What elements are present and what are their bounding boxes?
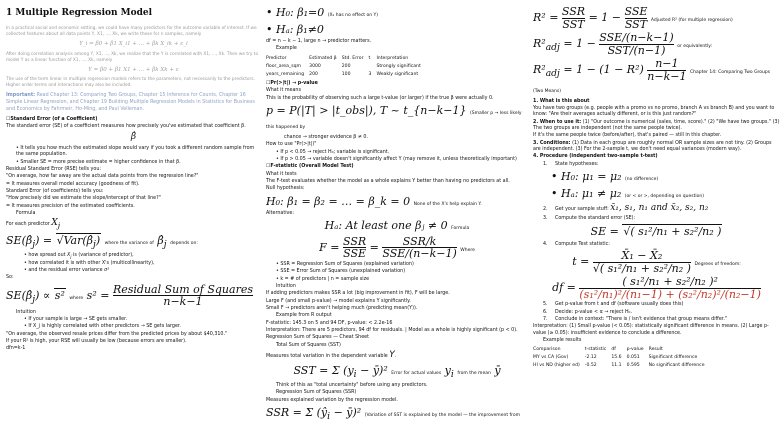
f-int-2: Large F (and small p-value) → model explains Y significantly. — [266, 298, 411, 304]
depends-item-3: • and the residual error variance σ² — [6, 268, 261, 274]
step-2: 2. Get your sample stuff: x̄₁, s₁, n₁ and x̄₂, s₂, n₂ — [543, 203, 709, 214]
f-def-2: • SSE = Error Sum of Squares (unexplained variation) — [266, 269, 528, 275]
checkbox-icon: ☐ — [6, 116, 11, 122]
how-to-use: How to use "Pr(>|t|)" — [266, 142, 317, 148]
se-formula: $SE(\betâ_j)$ = $√Var(\betâ_j)$ where the variance of $\betâ_j$ depends on: — [6, 234, 198, 251]
h0-equation: • H₀: β₁=0 (X₁ has no effect on Y) — [266, 6, 379, 19]
f-formula: F = $\frac{\text{SSR}}{\text{SSE}}$ = $\frac{\text{SSR/k}}{\text{SSE/(n−k−1)}}$ Where — [319, 234, 475, 261]
alt-equation: Hₐ: At least one βⱼ ≠ 0 Formula — [324, 219, 470, 233]
rss-label: Regression Sum of Squares (SSR) — [276, 390, 357, 396]
null-label: Null hypothesis: — [266, 186, 305, 192]
formula-label: Formula — [16, 211, 36, 217]
average-line-1: "On average, the observed resale prices differ from the predicted prices by about $40,310." — [6, 331, 228, 337]
f-def-3: • k = # of predictors | n = sample size — [266, 277, 528, 283]
df-formula: df = $\frac{\text{( s₁²/n₁ + s₂²/n₂ )²}}{\text{(s₁²/n₁)²/(n₁−1) + (s₂²/n₂)²/(n₂−1)}}$ — [552, 275, 761, 301]
predictor-table — [266, 55, 426, 79]
example-output-2: Interpretation: There are 5 predictors, 94 df for residuals. | Model as a whole is highly significant (p < 0). — [266, 327, 518, 333]
table-row: HI vs ND (higher ed) -0.52 11.1 0.595 No significant difference — [533, 363, 705, 369]
sst-think: Think of this as "total uncertainty" before using any predictors. — [276, 383, 428, 389]
table-row: MY vs CA (Gov) -2.12 15.6 0.051 Significant difference — [533, 355, 698, 361]
correlation-paragraph: After doing correlation analysis among Y, X1, ..., Xk, we realize that the Y is correlated with X1, ..., Xk. Then we try to model Y as a linear function of X1, ..., Xk, namely — [6, 51, 259, 63]
intuition-2: • If X_j is highly correlated with other predictors → SE gets larger. — [6, 324, 261, 330]
interpretation: Interpretation: (1) Small p-value (< 0.05): statistically significant difference in means. (2) Large p-value (≥ 0.05): insufficient evidence to conclude a difference. — [533, 324, 769, 336]
intro-paragraph: In a practical social and economic setting, we could have many predictors for the outcome variable of interest. If we collected features about all data points Y, X1, ..., Xk, we write these for n samples, namely — [6, 25, 257, 38]
rse-line-3: = It measures overall model accuracy (goodness of fit). — [6, 181, 140, 187]
rse-line-1: Residual Standard Error (RSE) tells you: — [6, 167, 101, 173]
step-3: 3. Compute the standard error (SE): — [543, 215, 636, 221]
important-label: Important: — [6, 92, 36, 98]
alt-label: Alternative: — [266, 211, 294, 217]
beta-hat-symbol: β̂ — [130, 132, 137, 143]
table-row: floor_area_sqm 3000 200 Strongly significant — [266, 63, 421, 69]
pr-formula: p = P(|T| > |t_obs|), T ~ t_{n−k−1} (Smaller p → less likely this happened by — [266, 103, 522, 131]
two-sample-ha: • Hₐ: μ₁ ≠ μ₂ (or < or >, depending on question) — [551, 186, 705, 200]
column-2 — [266, 4, 528, 441]
step-4: 4. Compute Test statistic: — [543, 241, 610, 247]
se-two-sample-formula: SE = √( s₁²/n₁ + s₂²/n₂ ) — [590, 225, 722, 239]
checkbox-icon: ☐ — [266, 164, 271, 170]
q2-line: 2. When to use it: (1) "Our outcome is numerical (sales, time, score)." (2) "We have two groups." (3) The two groups are independent (not the same people twice). — [533, 119, 780, 132]
ha-equation: • Hₐ: β₁≠0 — [266, 22, 324, 36]
f-what: What it tests — [266, 171, 297, 177]
f-def-1: • SSR = Regression Sum of Squares (explained variation) — [266, 262, 528, 268]
rse-line-4: Standard Error (of coefficients) tells you: — [6, 189, 104, 195]
tss-label: Total Sum of Squares (SST) — [276, 342, 341, 348]
intuition-1: • If your sample is large → SE gets smaller. — [6, 317, 261, 323]
f-int-1: If adding predictors makes SSR a lot (big improvement in fit), F will be large. — [266, 291, 450, 297]
q1-text: You have two groups (e.g. people with a promo vs no promo, branch A vs branch B) and you want to know: "Are their averages actually different, or is this just random?" — [533, 106, 775, 118]
use-2: • If p > 0.05 → variable doesn't significantly affect Y (may remove it, unless theoretically important) — [266, 157, 528, 163]
step-6: 6. Decide: p-value < α → reject H₀. — [543, 309, 633, 315]
adj-r2-alt-formula: $R^2_{adj} = 1 - (1 - R^2)$ $\frac{n-1}{n-k-1}$ Chapter 14: Comparing Two Groups (Two Means) — [533, 57, 771, 95]
pr-line: This is the probability of observing such a large t-value (or larger) if the true β were actually 0. — [266, 95, 494, 101]
important-note — [6, 93, 261, 114]
step-1: 1. State hypotheses: — [543, 161, 599, 167]
se-heading: ☐Standard Error (of a Coefficient) — [6, 116, 98, 122]
f-int-3: Small F → predictors aren't helping much (predicting mean(Y)). — [266, 305, 418, 311]
example-output-1: F-statistic: 145.3 on 5 and 94 DF, p-value: < 2.2e-16 — [266, 320, 393, 326]
null-equation: H₀: β₁ = β₂ = … = β_k = 0 None of the X's help explain Y. — [266, 194, 482, 208]
q3-line: 3. Conditions: (1) Data in each group are roughly normal OR sample sizes are not tiny. (2) Groups are independent. (3) For the 2-sample t, we don't need equal variances (modern way). — [533, 140, 772, 153]
column-3 — [533, 4, 780, 441]
use-1: • If p < 0.05 → reject H₀; variable is significant. — [266, 150, 528, 156]
ssr-formula: SSR = Σ ($ŷ_i$ − ȳ)² (Variation of SST is explained by the model — the improvement from — [266, 406, 520, 423]
r2-formula: R² = $\frac{\text{SSR}}{\text{SST}}$ = 1 − $\frac{\text{SSE}}{\text{SST}}$ Adjusted R² (for multiple regression) — [533, 5, 733, 31]
cheat-sheet-title: Regression Sum of Squares — Cheat Sheet — [266, 335, 369, 341]
example-output-label: Example from R output — [276, 313, 332, 319]
intro-equation: Y_i = β0 + β1 X_i1 + ... + βk X_ik + ε_i — [79, 41, 188, 48]
checkbox-icon: ☐ — [266, 80, 271, 86]
step-7: 7. Conclude in context: "There is / isn't evidence that group means differ." — [543, 317, 728, 322]
q1-heading: 1. What is this about — [533, 98, 590, 104]
average-line-2: If your R² is high, your RSE will usually be low (because errors are smaller). — [6, 339, 187, 345]
linear-note-paragraph: The use of the term linear in multiple regression models refers to the parameters, not necessarily to the predictors. Higher order terms and interactions may also be included. — [6, 77, 255, 89]
table-row: years_remaining 200 100 3 Weakly significant — [266, 71, 419, 77]
pr-note-2: chance → stronger evidence β ≠ 0. — [284, 134, 369, 140]
rse-line-2: "On average, how far away are the actual data points from the regression line?" — [6, 174, 199, 180]
table-header-row: Comparison t-statistic df p-value Result — [533, 347, 663, 353]
table-header-row: Predictor Estimated β Std. Error t Interpretation — [266, 55, 409, 61]
example-label: Example — [276, 46, 297, 52]
model-equation: Y = β0 + β1 X1 + ... + βk Xk + ε — [88, 67, 179, 73]
se-line: The standard error (SE) of a coefficient measures how precisely you've estimated that coefficient β. — [6, 123, 246, 129]
q4-heading: 4. Procedure (independent two-sample t-test) — [533, 154, 658, 160]
rss-line: Measures explained variation by the regression model. — [266, 397, 398, 403]
se-s-formula: $SE(\betâ_j) \propto s^2$ where s² = $\frac{\text{Residual Sum of Squares}}{n-k-1}$ — [6, 282, 253, 309]
rse-line-6: = It measures precision of the estimated coefficients. — [6, 203, 135, 209]
step-5: 5. Get p-value from t and df (software usually does this) — [543, 302, 684, 308]
q2-text-2: If it's the same people twice (before/after), that's paired — still in this chapter. — [533, 133, 722, 139]
f-intuition: Intuition — [276, 283, 296, 289]
tss-line: Measures total variation in the dependent variable Y. — [266, 349, 397, 360]
rse-line-5: "How precisely did we estimate the slope/intercept of that line?" — [6, 196, 161, 202]
example-results-label: Example results — [543, 337, 582, 343]
pr-heading: ☐Pr(>|t|) → p-value — [266, 80, 318, 86]
f-line: The F-test evaluates whether the model as a whole explains Y better than having no predictors at all. — [266, 178, 510, 184]
two-sample-h0: • H₀: μ₁ = μ₂ (no difference) — [551, 170, 659, 184]
se-bullet-1: • It tells you how much the estimated slope would vary if you took a different random sample from the same population. — [6, 146, 261, 159]
se-bullet-2: • Smaller SE = more precise estimate = higher confidence in that β. — [6, 160, 261, 166]
f-heading: ☐F-statistic (Overall Model Test) — [266, 164, 354, 170]
average-line-3: dfn=k-1 — [6, 346, 26, 352]
intuition-label: Intuition — [16, 309, 36, 315]
t-statistic-formula: t = $\frac{\text{X̄₁ − X̄₂}}{\text{√( s₁²/n₁ + s₂²/n₂ )}}$ Degrees of freedom: — [572, 249, 741, 275]
section-title: 1 Multiple Regression Model — [6, 8, 153, 18]
pr-what: What it means — [266, 88, 301, 94]
for-each-predictor: For each predictor $X_j$ — [6, 218, 61, 231]
important-text: Read Chapter 13: Comparing Two Groups, Chapter 15 Inference for Counts, Chapter 16 Simple Linear Regression, and Chapter 19 Building Multiple Regression Models in Statistics for Business and Economics by Fahrmeir, Ho-Ming, and Paul Velleman. — [6, 92, 255, 112]
adj-r2-formula: $R^2_{adj} = 1$ − $\frac{\text{SSE/(n−k−1)}}{\text{SST/(n−1)}}$ or equivalently: — [533, 31, 713, 57]
depends-item-1: • how spread out $X_j$ is (variance of predictor), — [6, 253, 261, 259]
depends-item-2: • how correlated it is with other X's (multicollinearity), — [6, 261, 261, 267]
sst-formula: SST = Σ ($y_i$ − ȳ)² Error for actual values $y_i$ from the mean ȳ — [293, 363, 501, 380]
column-1 — [6, 4, 261, 441]
df-line: df = n − k − 1, large n → predictor matters. — [266, 39, 372, 45]
comparison-table — [533, 346, 710, 370]
so-label: So: — [6, 275, 14, 281]
